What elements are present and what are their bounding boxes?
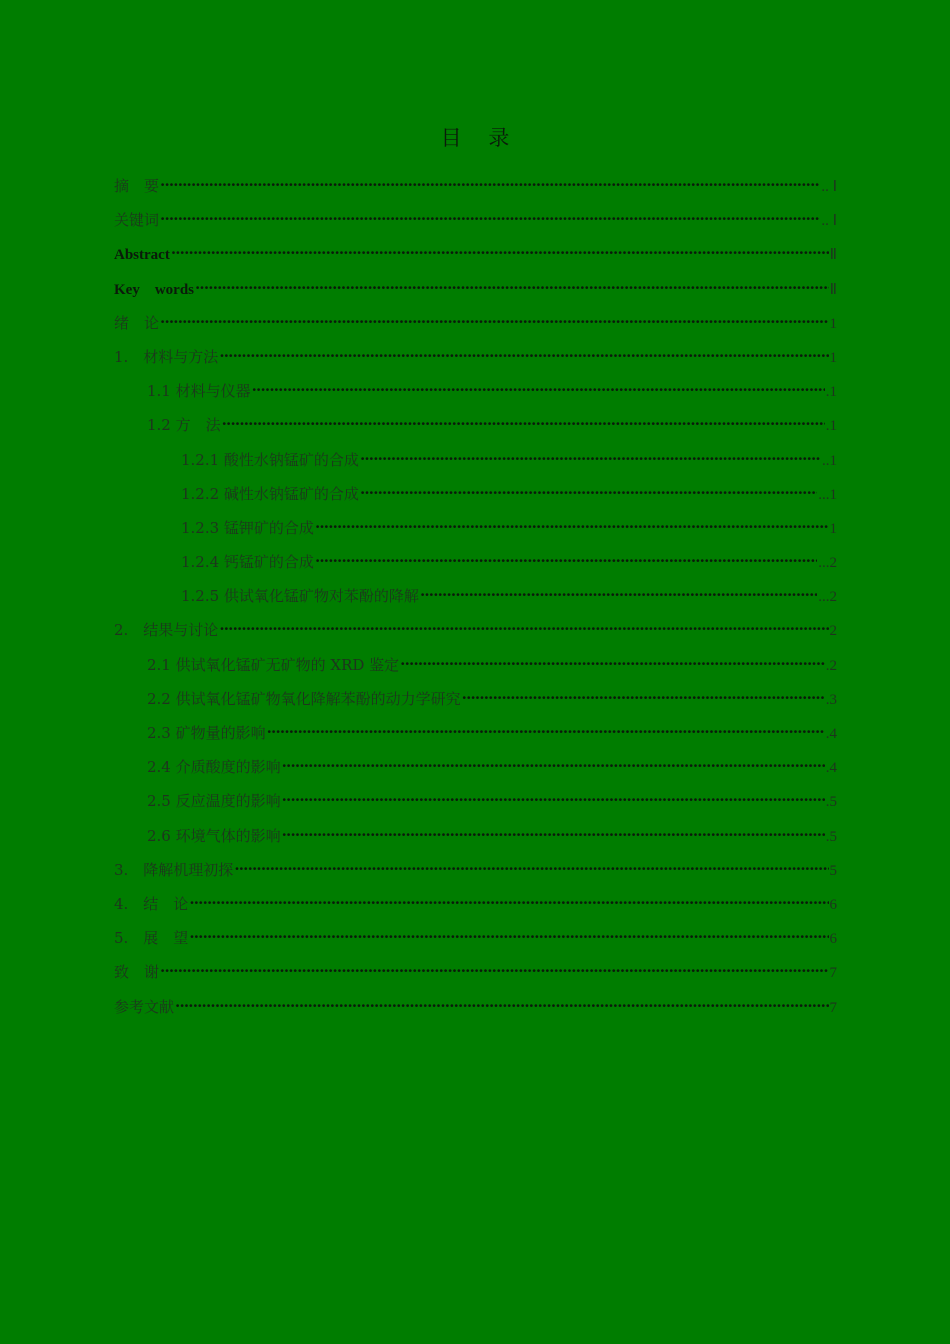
toc-entry-page: .5: [825, 828, 837, 845]
toc-entry-page: .5: [825, 794, 837, 811]
toc-entry-label: 2.5 反应温度的影响: [147, 792, 281, 811]
toc-entry-section-2-1[interactable]: [114, 648, 837, 682]
toc-entry-page: 7: [829, 999, 837, 1016]
toc-entry-section-1-2[interactable]: [114, 408, 837, 442]
toc-entry-page: .3: [825, 691, 837, 708]
toc-entry-label: 2. 结果与讨论: [114, 621, 219, 640]
toc-leader-dots: [219, 613, 828, 646]
toc-entry-page: .2: [825, 657, 837, 674]
toc-entry-label: 1.2.5 供试氧化锰矿物对苯酚的降解: [181, 587, 419, 606]
toc-entry-section-1-1[interactable]: [114, 374, 837, 408]
toc-entry-label: 1.2.4 钙锰矿的合成: [181, 553, 314, 572]
toc-leader-dots: [282, 819, 825, 852]
toc-entry-page: 2: [829, 623, 837, 640]
toc-entry-page: ...1: [818, 486, 837, 503]
toc-entry-label: Key words: [114, 281, 194, 298]
toc-leader-dots: [160, 306, 828, 339]
toc-entry-page: 7: [829, 965, 837, 982]
toc-entry-introduction[interactable]: [114, 306, 837, 340]
toc-entry-section-2-4[interactable]: [114, 750, 837, 784]
toc-entry-label: 5. 展 望: [114, 929, 189, 948]
toc-entry-label: 2.1 供试氧化锰矿无矿物的 XRD 鉴定: [147, 655, 400, 674]
toc-leader-dots: [315, 545, 817, 578]
toc-entry-section-1-2-4[interactable]: [114, 545, 837, 579]
toc-leader-dots: [462, 682, 825, 715]
toc-entry-label: 1.2.1 酸性水钠锰矿的合成: [181, 450, 359, 469]
toc-entry-references[interactable]: [114, 990, 837, 1024]
toc-entry-label: 1. 材料与方法: [114, 347, 219, 366]
toc-leader-dots: [360, 477, 817, 510]
toc-leader-dots: [282, 750, 825, 783]
toc-entry-label: 参考文献: [114, 997, 175, 1016]
toc-entry-section-5[interactable]: [114, 921, 837, 955]
toc-entry-label: 1.1 材料与仪器: [147, 382, 251, 401]
toc-entry-acknowledgements[interactable]: [114, 955, 837, 989]
toc-entry-abstract-en[interactable]: [114, 237, 837, 271]
toc-entry-section-1[interactable]: [114, 340, 837, 374]
toc-leader-dots: [282, 784, 825, 817]
toc-leader-dots: [360, 443, 821, 476]
toc-leader-dots: [315, 511, 829, 544]
toc-entry-section-4[interactable]: [114, 887, 837, 921]
toc-entry-label: 4. 结 论: [114, 894, 189, 913]
toc-leader-dots: [400, 648, 825, 681]
toc-entry-page: .. Ⅰ: [821, 213, 837, 230]
toc-entry-page: 1: [829, 520, 837, 537]
toc-entry-section-2-5[interactable]: [114, 784, 837, 818]
toc-entry-section-2-6[interactable]: [114, 819, 837, 853]
toc-entry-page: Ⅱ: [829, 247, 837, 264]
toc-entry-section-2[interactable]: [114, 613, 837, 647]
toc-entry-section-3[interactable]: [114, 853, 837, 887]
toc-entry-abstract-cn[interactable]: [114, 169, 837, 203]
toc-leader-dots: [267, 716, 825, 749]
toc-title: 目 录: [440, 126, 520, 150]
toc-leader-dots: [420, 579, 817, 612]
toc-entry-page: ...2: [818, 589, 837, 606]
toc-entry-label: 致 谢: [114, 963, 160, 982]
toc-entry-label: 关键词: [114, 211, 160, 230]
toc-entry-keywords-cn[interactable]: [114, 203, 837, 237]
toc-entry-section-2-3[interactable]: [114, 716, 837, 750]
toc-entry-page: Ⅱ: [829, 281, 837, 298]
toc-leader-dots: [234, 853, 828, 886]
toc-entry-page: 6: [829, 896, 837, 913]
toc-entry-label: 2.2 供试氧化锰矿物氧化降解苯酚的动力学研究: [147, 689, 461, 708]
toc-leader-dots: [160, 203, 820, 236]
toc-entry-section-1-2-3[interactable]: [114, 511, 837, 545]
toc-leader-dots: [175, 990, 828, 1023]
toc-entry-page: .1: [825, 418, 837, 435]
toc-entry-label: Abstract: [114, 247, 170, 264]
toc-entry-page: ...2: [818, 555, 837, 572]
toc-entry-page: .4: [825, 760, 837, 777]
toc-entry-label: 摘 要: [114, 177, 160, 195]
toc-entry-label: 绪 论: [114, 313, 160, 332]
toc-entry-page: 6: [829, 931, 837, 948]
toc-entry-label: 2.4 介质酸度的影响: [147, 758, 281, 777]
toc-entry-page: .4: [825, 726, 837, 742]
toc-leader-dots: [189, 887, 828, 920]
toc-entry-label: 2.3 矿物量的影响: [147, 724, 266, 742]
toc-leader-dots: [222, 408, 825, 441]
toc-entry-page: 1: [829, 349, 837, 366]
toc-entry-label: 1.2.2 碱性水钠锰矿的合成: [181, 484, 359, 503]
toc-leader-dots: [252, 374, 825, 407]
toc-leader-dots: [195, 272, 829, 305]
toc-entry-label: 2.6 环境气体的影响: [147, 826, 281, 845]
toc-entry-label: 1.2 方 法: [147, 416, 221, 435]
toc-leader-dots: [160, 169, 820, 202]
toc-entry-label: 1.2.3 锰钾矿的合成: [181, 518, 314, 537]
toc-entry-page: .1: [825, 384, 837, 401]
toc-entry-section-1-2-2[interactable]: [114, 477, 837, 511]
toc-entry-section-2-2[interactable]: [114, 682, 837, 716]
toc-entry-section-1-2-5[interactable]: [114, 579, 837, 613]
toc-entry-page: 5: [829, 862, 837, 879]
toc-entry-page: ..1: [822, 452, 837, 469]
toc-entry-page: 1: [829, 315, 837, 332]
table-of-contents: [114, 169, 837, 1024]
toc-leader-dots: [171, 237, 829, 270]
toc-entry-page: .. Ⅰ: [821, 179, 837, 195]
toc-entry-label: 3. 降解机理初探: [114, 860, 234, 879]
toc-entry-keywords-en[interactable]: [114, 272, 837, 306]
toc-entry-section-1-2-1[interactable]: [114, 443, 837, 477]
toc-leader-dots: [189, 921, 828, 954]
toc-leader-dots: [219, 340, 828, 373]
toc-leader-dots: [160, 955, 828, 988]
